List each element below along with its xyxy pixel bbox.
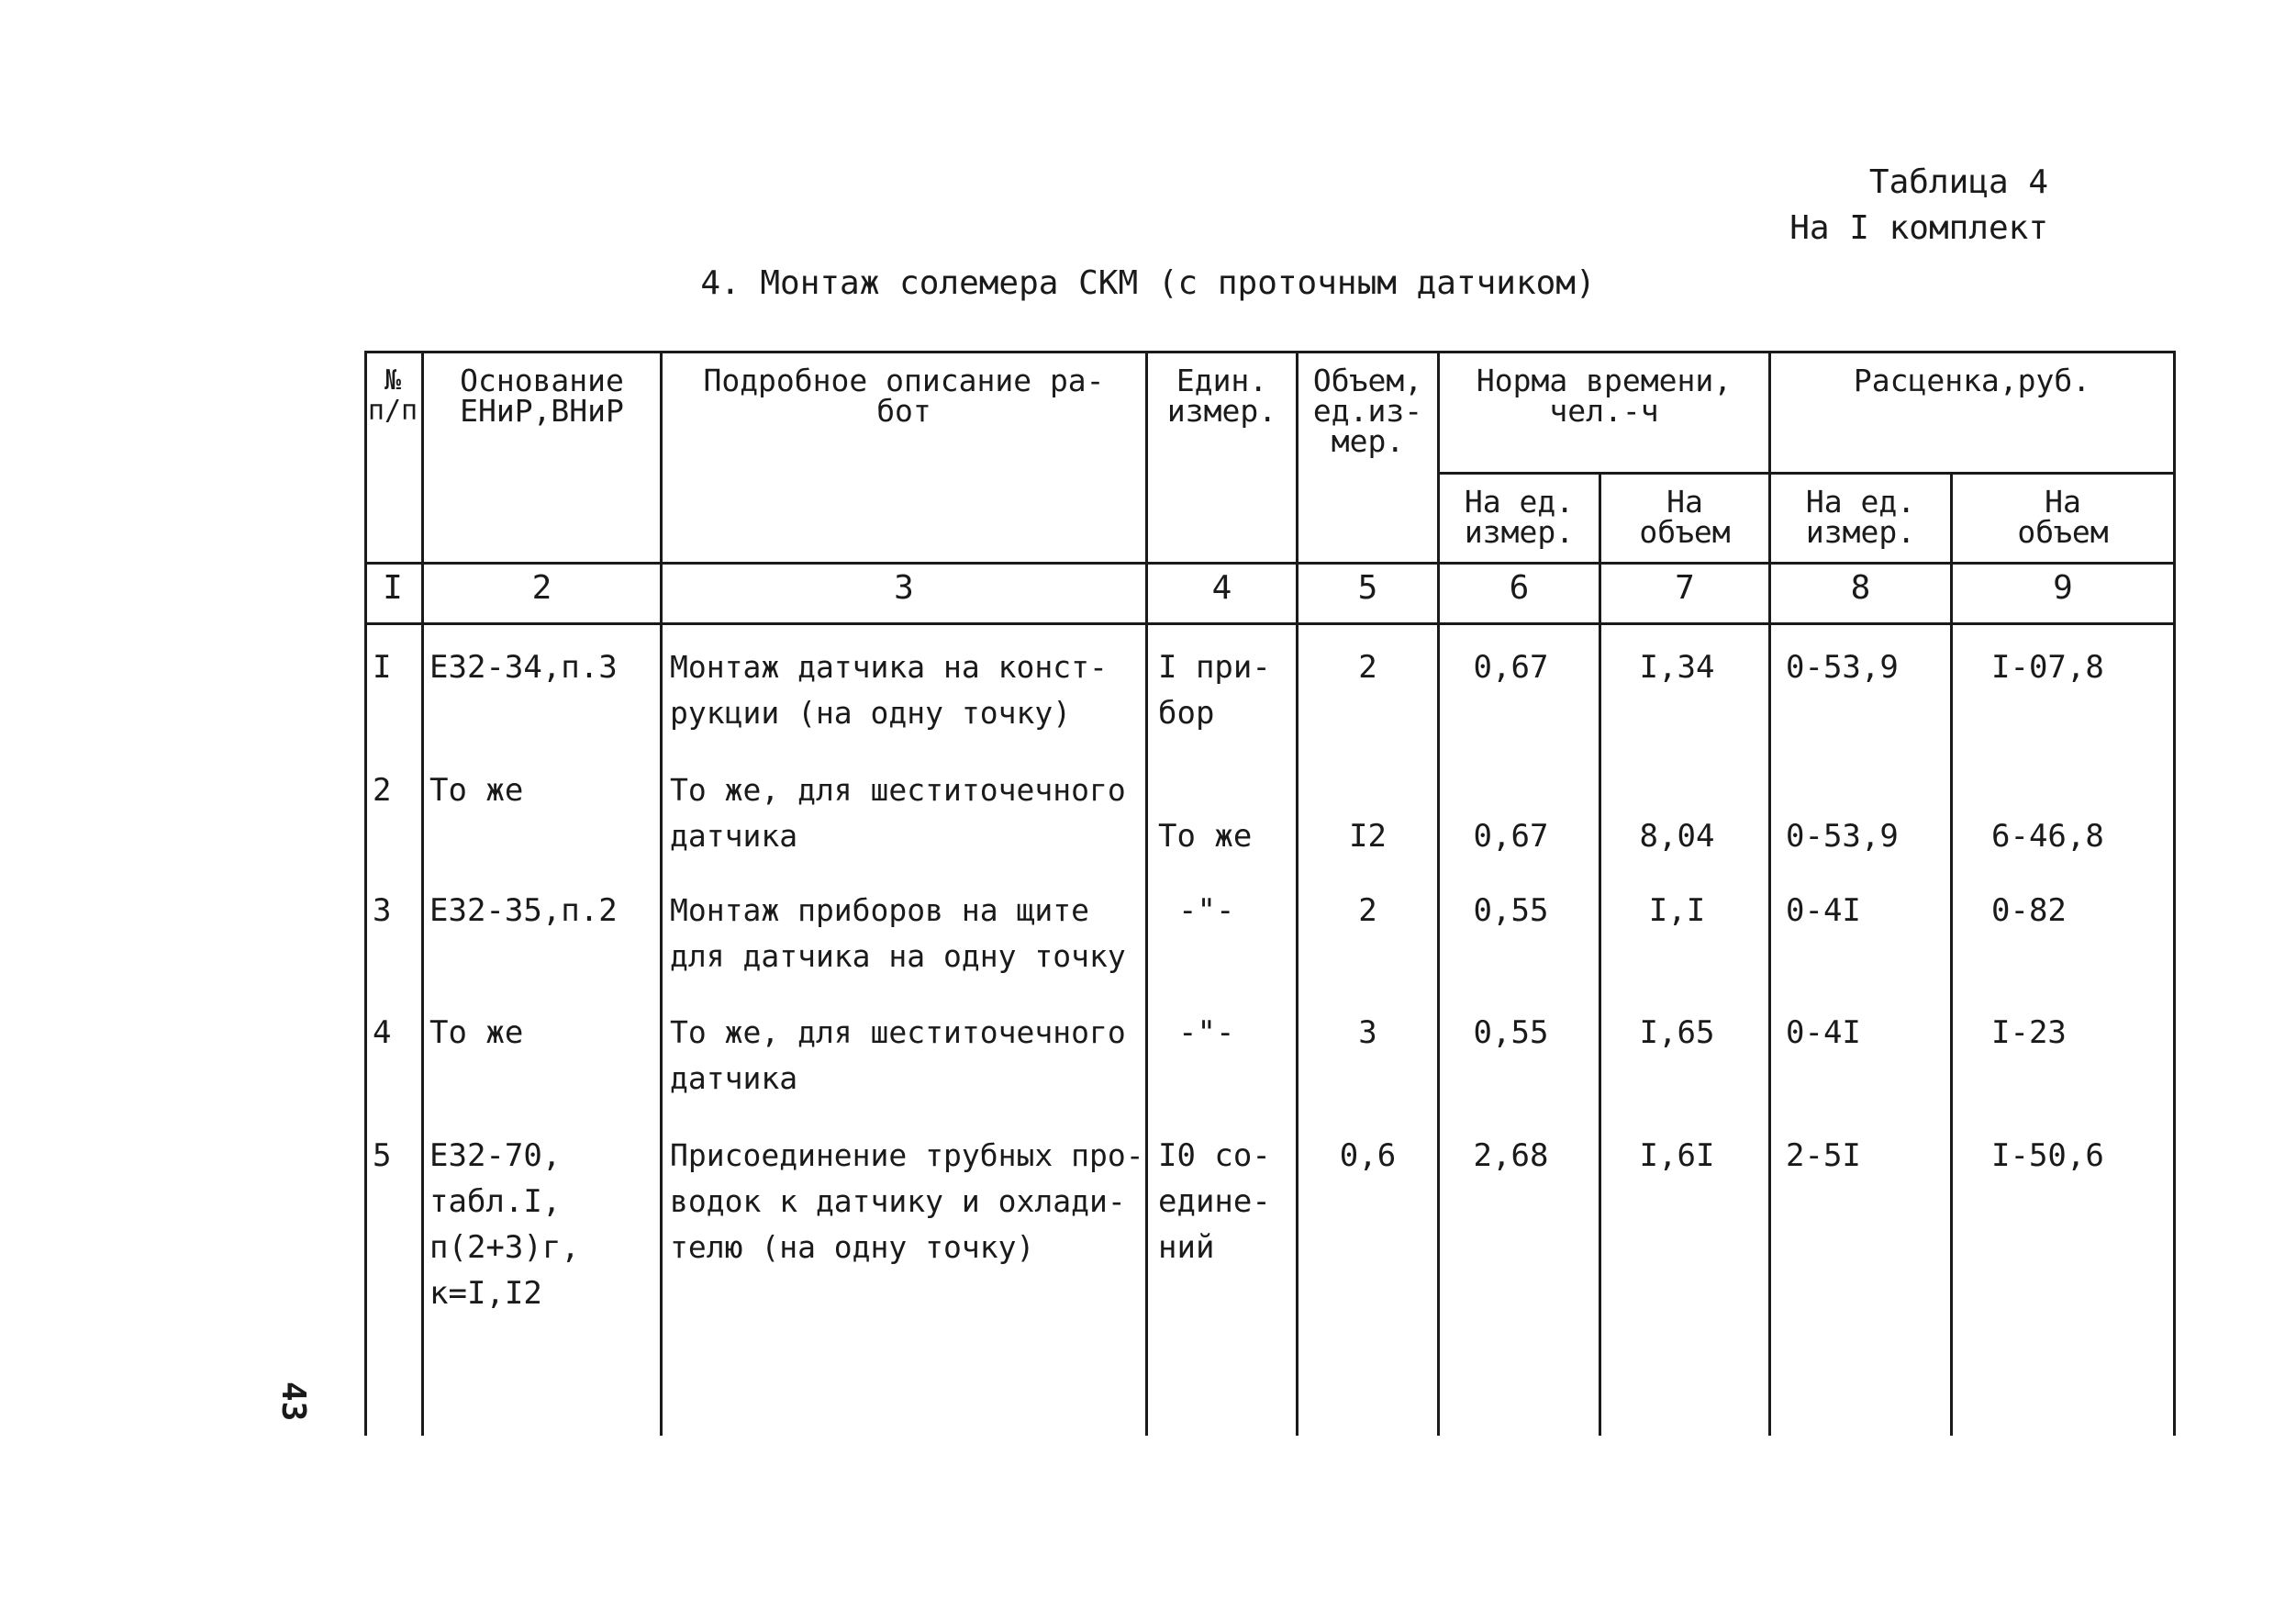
column-divider: [1599, 473, 1601, 1436]
column-number: 2: [531, 569, 552, 607]
row-description: Монтаж приборов на щите для датчика на одну точку: [670, 892, 1126, 974]
column-number: 5: [1357, 569, 1378, 607]
page-number: 43: [274, 1382, 312, 1422]
table-border-right: [2173, 352, 2176, 1436]
column-numbers-line: [364, 622, 2176, 625]
row-norm-per-unit: 0,55: [1473, 892, 1549, 929]
row-number: 3: [373, 892, 392, 929]
table-border-left: [364, 352, 367, 1436]
row-norm-per-unit: 0,67: [1473, 649, 1549, 686]
header-norm-per-unit: На ед. измер.: [1464, 484, 1575, 550]
row-unit: I0 со- едине- ний: [1158, 1137, 1271, 1266]
column-number: 9: [2053, 569, 2073, 607]
header-subdivider: [1437, 472, 2176, 475]
row-volume: 3: [1358, 1014, 1377, 1051]
row-price-per-unit: 0-4I: [1786, 1014, 1861, 1051]
row-norm-total: I,34: [1639, 649, 1715, 686]
row-number: 5: [373, 1137, 392, 1174]
row-basis: Е32-70, табл.I, п(2+3)г, к=I,I2: [429, 1137, 580, 1312]
row-description: То же, для шеститочечного датчика: [670, 772, 1126, 854]
row-norm-total: I,65: [1639, 1014, 1715, 1051]
row-description: То же, для шеститочечного датчика: [670, 1014, 1126, 1096]
row-number: 2: [373, 772, 392, 809]
row-norm-total: I,6I: [1639, 1137, 1715, 1174]
header-volume: Объем, ед.из- мер.: [1312, 363, 1423, 459]
row-norm-per-unit: 0,67: [1473, 818, 1549, 855]
column-number: 8: [1850, 569, 1871, 607]
column-number: I: [383, 569, 403, 607]
header-price-per-unit: На ед. измер.: [1805, 484, 1916, 550]
row-number: 4: [373, 1014, 392, 1051]
table-label: Таблица 4: [1868, 163, 2048, 201]
row-norm-total: 8,04: [1639, 818, 1715, 855]
table-border-top: [364, 351, 2176, 353]
column-number: 3: [894, 569, 914, 607]
row-norm-total: I,I: [1648, 892, 1706, 929]
row-unit: I при- бор: [1158, 649, 1271, 732]
row-price-per-unit: 0-53,9: [1786, 818, 1899, 855]
header-description: Подробное описание ра- бот: [703, 363, 1105, 429]
row-basis: Е32-34,п.3: [429, 649, 618, 686]
header-unit: Един. измер.: [1166, 363, 1277, 429]
row-price-per-unit: 2-5I: [1786, 1137, 1861, 1174]
row-price-total: 0-82: [1991, 892, 2067, 929]
column-number: 4: [1211, 569, 1232, 607]
header-price-total: На объем: [2017, 484, 2109, 550]
row-number: I: [373, 649, 392, 686]
row-description: Присоединение трубных про- водок к датчику и охлади- телю (на одну точку): [670, 1137, 1144, 1265]
column-number: 6: [1509, 569, 1530, 607]
header-number: № п/п: [367, 364, 418, 427]
column-divider: [660, 352, 663, 1436]
row-price-per-unit: 0-53,9: [1786, 649, 1899, 686]
row-price-total: I-23: [1991, 1014, 2067, 1051]
unit-note: На I комплект: [1789, 209, 2048, 247]
row-unit: -"-: [1178, 892, 1235, 929]
row-price-total: I-50,6: [1991, 1137, 2104, 1174]
row-volume: I2: [1349, 818, 1387, 855]
column-divider: [421, 352, 424, 1436]
row-unit: То же: [1158, 818, 1253, 855]
row-basis: Е32-35,п.2: [429, 892, 618, 929]
header-price: Расценка,руб.: [1853, 363, 2091, 398]
row-norm-per-unit: 0,55: [1473, 1014, 1549, 1051]
row-price-total: I-07,8: [1991, 649, 2104, 686]
row-norm-per-unit: 2,68: [1473, 1137, 1549, 1174]
column-number: 7: [1675, 569, 1695, 607]
row-basis: То же: [429, 1014, 524, 1051]
row-basis: То же: [429, 772, 524, 809]
column-divider: [1145, 352, 1148, 1436]
row-price-per-unit: 0-4I: [1786, 892, 1861, 929]
row-description: Монтаж датчика на конст- рукции (на одну точку): [670, 649, 1108, 731]
row-price-total: 6-46,8: [1991, 818, 2104, 855]
section-title: 4. Монтаж солемера СКМ (с проточным датчиком): [700, 264, 1596, 302]
row-volume: 2: [1358, 892, 1377, 929]
row-volume: 0,6: [1339, 1137, 1397, 1174]
header-time-norm: Норма времени, чел.-ч: [1476, 363, 1733, 429]
row-unit: -"-: [1178, 1014, 1235, 1051]
header-norm-total: На объем: [1639, 484, 1731, 550]
header-bottom-line: [364, 562, 2176, 565]
header-basis: Основание ЕНиР,ВНиР: [460, 363, 624, 429]
column-divider: [1950, 473, 1953, 1436]
row-volume: 2: [1358, 649, 1377, 686]
